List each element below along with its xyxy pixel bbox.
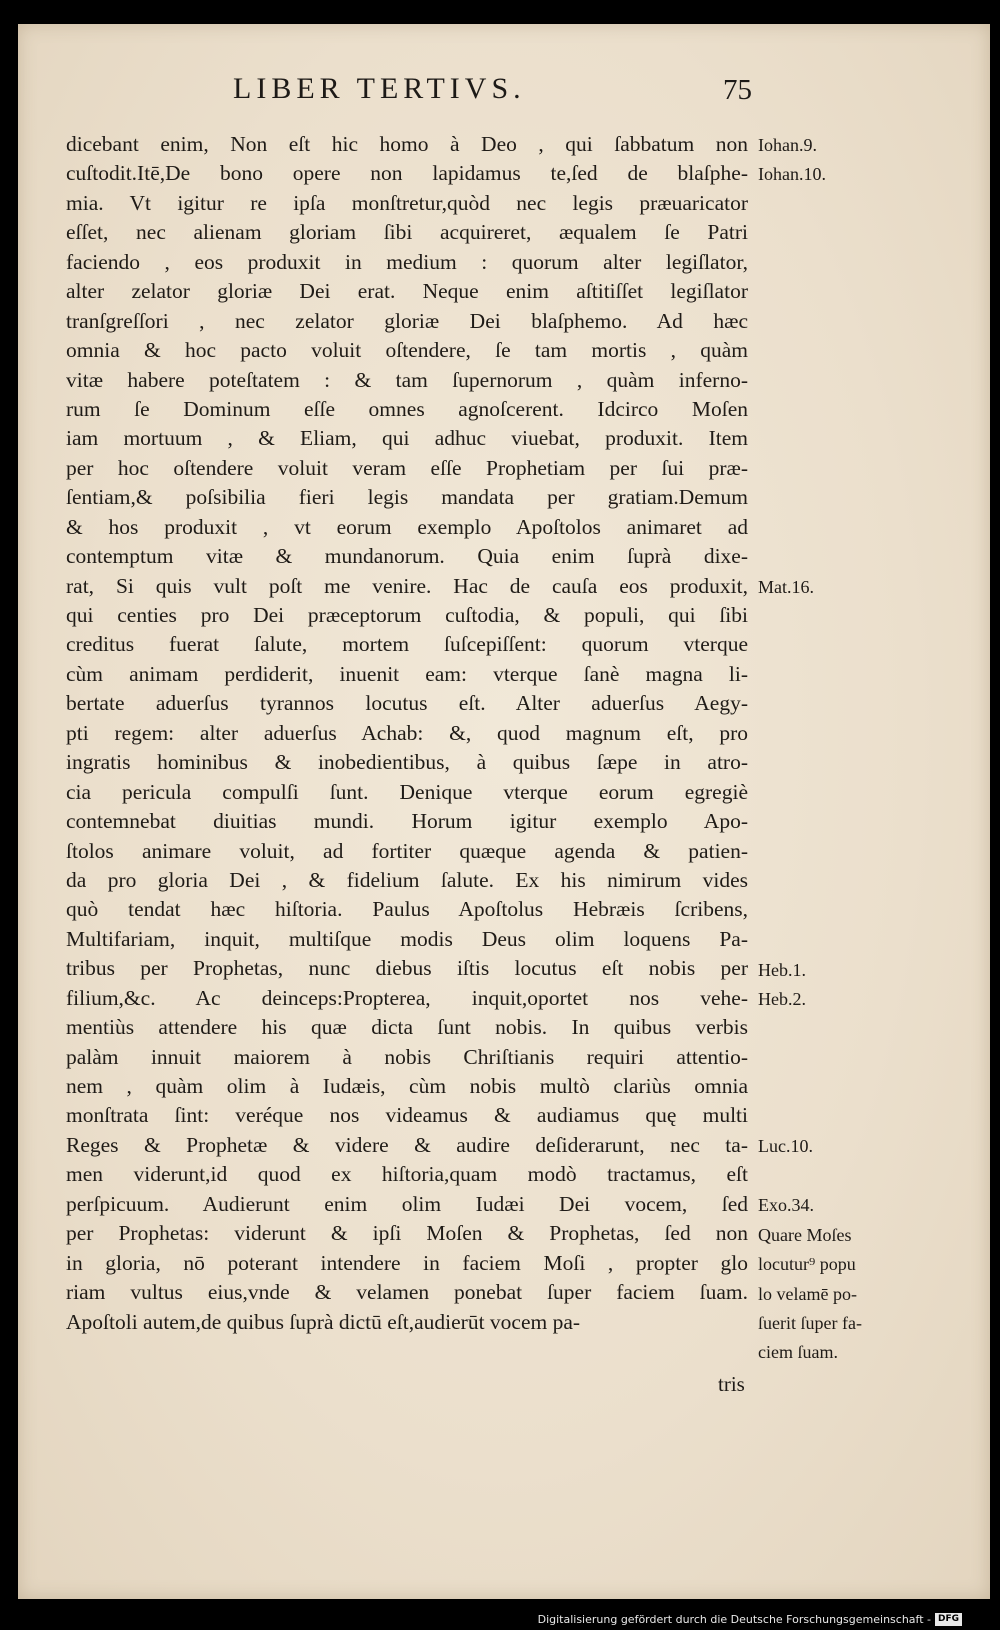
catchword: tris [718, 1372, 745, 1396]
text-line: rat, Si quis vult poſt me venire. Hac de cauſa eos produxit, [66, 573, 748, 598]
text-line: riam vultus eius,vnde & velamen ponebat ſuper faciem ſuam. [66, 1280, 748, 1305]
text-line: ſentiam,& poſsibilia fieri legis mandata per gratiam.Demum [66, 485, 748, 510]
text-line: Apoſtoli autem,de quibus ſuprà dictū eſt,audierūt vocem pa- [66, 1309, 581, 1334]
marginal-note: locutur⁹ popu [758, 1254, 856, 1275]
marginal-note: Iohan.9. [758, 135, 817, 155]
page-number: 75 [723, 74, 752, 106]
text-line: per hoc oſtendere voluit veram eſſe Prophetiam per ſui præ- [66, 455, 748, 480]
dfg-logo: DFG [935, 1613, 962, 1626]
text-line: men viderunt,id quod ex hiſtoria,quam modò tractamus, eſt [66, 1162, 748, 1187]
marginal-note: Mat.16. [758, 576, 814, 597]
marginal-note: ciem ſuam. [758, 1342, 838, 1363]
marginal-note: ſuerit ſuper fa- [758, 1313, 862, 1333]
text-line: tribus per Prophetas, nunc diebus iſtis locutus eſt nobis per [66, 956, 748, 981]
running-title: LIBER TERTIVS. [233, 72, 526, 105]
text-line: cùm animam perdiderit, inuenit eam: vterque ſanè magna li- [66, 661, 748, 686]
text-line: qui centies pro Dei præceptorum cuſtodia, & populi, qui ſibi [66, 603, 748, 627]
text-line: per Prophetas: viderunt & ipſi Moſen & Prophetas, ſed non [66, 1221, 748, 1246]
text-line: tranſgreſſori , nec zelator gloriæ Dei blaſphemo. Ad hæc [66, 308, 748, 333]
text-line: filium,&c. Ac deinceps:Propterea, inquit,oportet nos vehe- [66, 985, 748, 1010]
text-line: Reges & Prophetæ & videre & audire deſiderarunt, nec ta- [66, 1132, 748, 1157]
body-text [66, 130, 748, 1337]
text-line: ſtolos animare voluit, ad fortiter quæque agenda & patien- [66, 838, 748, 863]
text-line: contemnebat diuitias mundi. Horum igitur exemplo Apo- [66, 809, 748, 834]
text-line: dicebant enim, Non eſt hic homo à Deo , qui ſabbatum non [66, 132, 748, 156]
text-line: cuſtodit.Itē,De bono opere non lapidamus te,ſed de blaſphe- [66, 161, 748, 186]
text-line: omnia & hoc pacto voluit oſtendere, ſe tam mortis , quàm [66, 338, 748, 363]
marginal-note: Heb.2. [758, 989, 806, 1010]
text-line: nem , quàm olim à Iudæis, cùm nobis multò clariùs omnia [66, 1074, 748, 1098]
text-line: monſtrata ſint: veréque nos videamus & audiamus quę multi [66, 1103, 748, 1128]
text-line: palàm innuit maiorem à nobis Chriſtianis requiri attentio- [66, 1044, 748, 1069]
text-line: creditus fuerat ſalute, mortem ſuſcepiſſent: quorum vterque [66, 632, 748, 657]
text-line: alter zelator gloriæ Dei erat. Neque enim aſtitiſſet legiſlator [66, 279, 748, 304]
text-line: bertate aduerſus tyrannos locutus eſt. Alter aduerſus Aegy- [66, 691, 748, 716]
text-line: iam mortuum , & Eliam, qui adhuc viuebat, produxit. Item [66, 426, 748, 451]
marginal-note: lo velamē po- [758, 1283, 857, 1304]
marginal-note: Exo.34. [758, 1195, 814, 1216]
text-line: vitæ habere poteſtatem : & tam ſupernorum , quàm inferno- [66, 367, 748, 392]
text-line: contemptum vitæ & mundanorum. Quia enim ſuprà dixe- [66, 544, 748, 569]
text-line: & hos produxit , vt eorum exemplo Apoſtolos animaret ad [66, 514, 748, 539]
book-page [18, 24, 990, 1599]
text-line: in gloria, nō poterant intendere in faciem Moſi , propter glo [66, 1250, 748, 1275]
text-line: mentiùs attendere his quæ dicta ſunt nobis. In quibus verbis [66, 1015, 748, 1040]
text-line: eſſet, nec alienam gloriam ſibi acquireret, æqualem ſe Patri [66, 220, 748, 245]
credit-text: Digitalisierung gefördert durch die Deutsche Forschungsgemeinschaft - [537, 1613, 931, 1626]
text-line: pti regem: alter aduerſus Achab: &, quod magnum eſt, pro [66, 720, 748, 745]
text-line: da pro gloria Dei , & fidelium ſalute. Ex his nimirum vides [66, 867, 748, 892]
marginal-note: Luc.10. [758, 1136, 813, 1157]
text-line: ingratis hominibus & inobedientibus, à quibus ſæpe in atro- [66, 750, 748, 775]
marginal-note: Iohan.10. [758, 164, 826, 185]
text-line: perſpicuum. Audierunt enim olim Iudæi Dei vocem, ſed [66, 1191, 748, 1216]
text-line: faciendo , eos produxit in medium : quorum alter legiſlator, [66, 249, 748, 274]
text-line: Multifariam, inquit, multiſque modis Deus olim loquens Pa- [66, 926, 748, 951]
text-line: cia pericula compulſi ſunt. Denique vterque eorum egregiè [66, 779, 748, 804]
marginal-note: Heb.1. [758, 959, 806, 980]
text-line: quò tendat hæc hiſtoria. Paulus Apoſtolus Hebræis ſcribens, [66, 897, 748, 922]
digitization-credit [538, 1613, 962, 1626]
text-line: rum ſe Dominum eſſe omnes agnoſcerent. Idcirco Moſen [66, 396, 748, 421]
marginal-note: Quare Moſes [758, 1224, 852, 1245]
text-line: mia. Vt igitur re ipſa monſtretur,quòd nec legis præuaricator [66, 190, 748, 215]
